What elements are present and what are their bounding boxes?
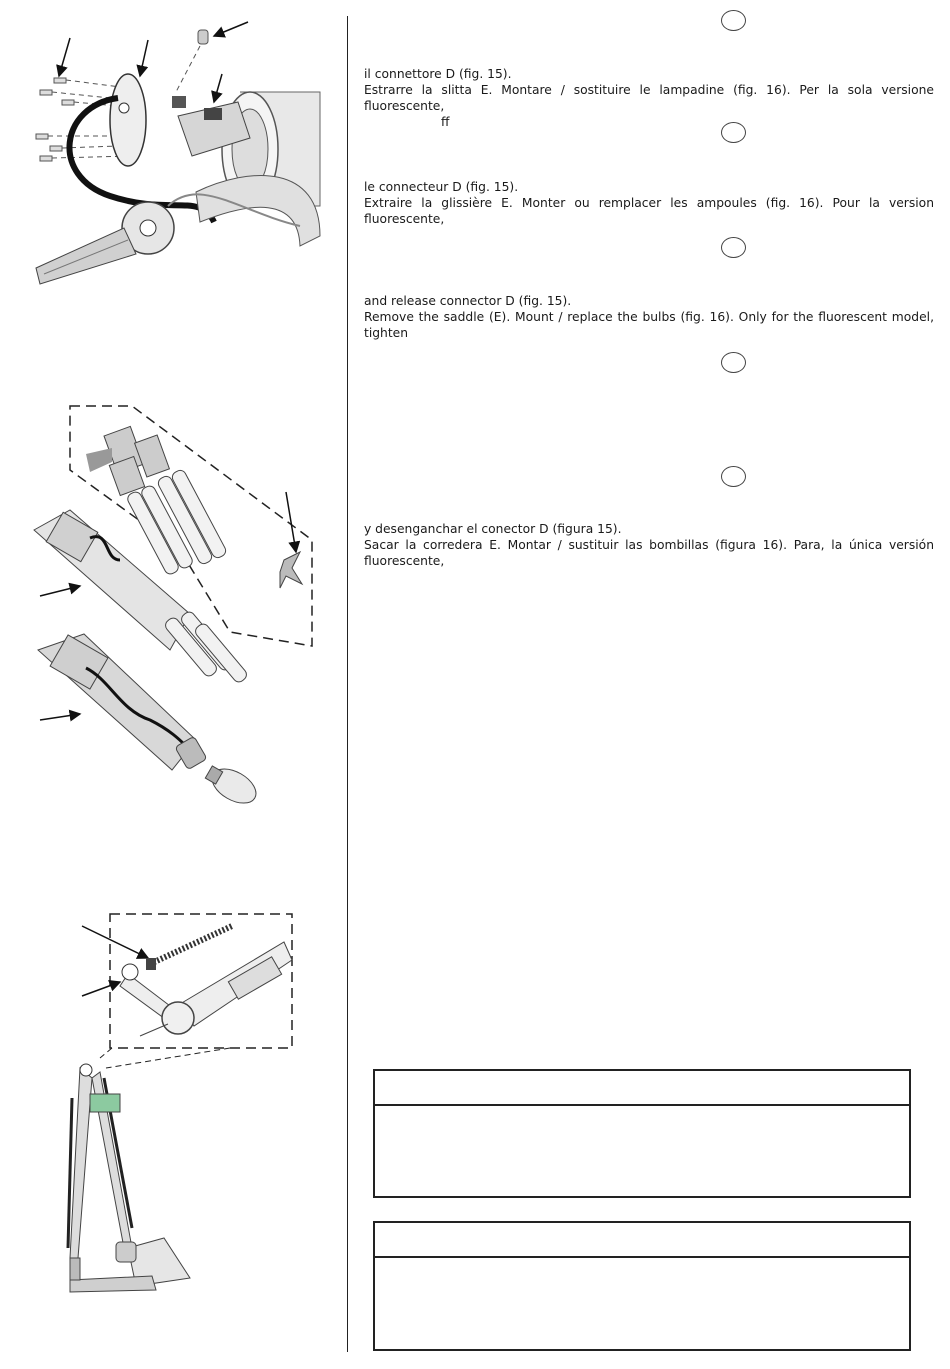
section-en — [364, 293, 934, 341]
notice-box — [373, 1069, 911, 1198]
section-es — [364, 521, 934, 569]
language-flag-icon — [721, 122, 746, 143]
section-line: y desenganchar el conector D (figura 15). — [364, 522, 622, 536]
figure-17-spring-arm-diagram — [0, 908, 340, 1298]
language-flag-icon — [721, 10, 746, 31]
section-line: and release connector D (fig. 15). — [364, 294, 572, 308]
column-divider — [347, 16, 348, 1352]
section-it — [364, 66, 934, 130]
notice-box — [373, 1221, 911, 1351]
section-line: il connettore D (fig. 15). — [364, 67, 512, 81]
language-flag-icon — [721, 352, 746, 373]
figure-15-lamp-head-diagram — [0, 16, 340, 288]
section-fr — [364, 179, 934, 227]
section-line: le connecteur D (fig. 15). — [364, 180, 519, 194]
section-line: ff — [441, 115, 450, 129]
green-label-tag — [90, 1094, 120, 1112]
notice-box-header — [375, 1223, 909, 1258]
section-line: Extraire la glissière E. Monter ou remplacer les ampoules (fig. 16). Pour la version fluorescente, — [364, 196, 934, 226]
notice-box-header — [375, 1071, 909, 1106]
language-flag-icon — [721, 466, 746, 487]
section-line: Estrarre la slitta E. Montare / sostituire le lampadine (fig. 16). Per la sola versione fluorescente, — [364, 83, 934, 113]
language-flag-icon — [721, 237, 746, 258]
section-line: Remove the saddle (E). Mount / replace the bulbs (fig. 16). Only for the fluorescent model, tighten — [364, 310, 934, 340]
section-line: Sacar la corredera E. Montar / sustituir las bombillas (figura 16). Para, la única versión fluorescente, — [364, 538, 934, 568]
figure-16-bulb-assembly-diagram — [0, 400, 340, 820]
